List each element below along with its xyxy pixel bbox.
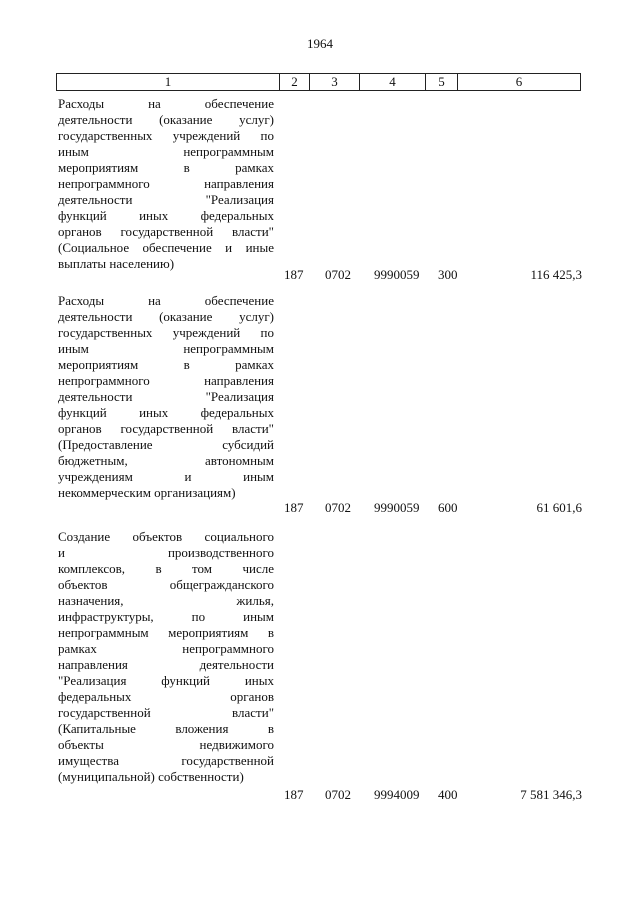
column-header-2: 2 xyxy=(280,74,310,91)
description-line: государственных учреждений по xyxy=(58,325,274,340)
column-header-6: 6 xyxy=(458,74,581,91)
column-header-5: 5 xyxy=(426,74,458,91)
description-line: (Капитальные вложения в xyxy=(58,721,274,736)
description-line: органов государственной власти" xyxy=(58,224,274,239)
description-line: "Реализация функций иных xyxy=(58,673,274,688)
row-2-col-2: 187 xyxy=(284,500,304,515)
description-line: государственной власти" xyxy=(58,705,274,720)
description-line: федеральных органов xyxy=(58,689,274,704)
description-line: функций иных федеральных xyxy=(58,208,274,223)
description-line: имущества государственной xyxy=(58,753,274,768)
row-2-col-3: 0702 xyxy=(325,500,351,515)
description-line: Создание объектов социального xyxy=(58,529,274,544)
description-line: непрограммного направления xyxy=(58,373,274,388)
description-line: (Предоставление субсидий xyxy=(58,437,274,452)
row-2-description xyxy=(58,293,274,501)
description-line: объекты недвижимого xyxy=(58,737,274,752)
row-3-col-5: 400 xyxy=(438,787,458,802)
description-line: (муниципальной) собственности) xyxy=(58,769,244,784)
description-line: деятельности (оказание услуг) xyxy=(58,309,274,324)
page-number: 1964 xyxy=(307,36,333,51)
description-line: органов государственной власти" xyxy=(58,421,274,436)
description-line: назначения, жилья, xyxy=(58,593,274,608)
description-line: иным непрограммным xyxy=(58,341,274,356)
row-2-col-5: 600 xyxy=(438,500,458,515)
description-line: рамках непрограммного xyxy=(58,641,274,656)
description-line: комплексов, в том числе xyxy=(58,561,274,576)
description-line: бюджетным, автономным xyxy=(58,453,274,468)
description-line: выплаты населению) xyxy=(58,256,175,271)
description-line: инфраструктуры, по иным xyxy=(58,609,274,624)
row-2-col-6: 61 601,6 xyxy=(536,500,582,515)
row-1-col-5: 300 xyxy=(438,267,458,282)
description-line: некоммерческим организациям) xyxy=(58,485,236,500)
description-line: непрограммным мероприятиям в xyxy=(58,625,274,640)
description-line: функций иных федеральных xyxy=(58,405,274,420)
description-line: и производственного xyxy=(58,545,274,560)
column-header-3: 3 xyxy=(310,74,360,91)
column-header-table xyxy=(56,73,581,91)
row-3-description xyxy=(58,529,274,785)
row-3-col-4: 9994009 xyxy=(374,787,420,802)
description-line: направления деятельности xyxy=(58,657,274,672)
column-header-row xyxy=(57,74,581,91)
description-line: мероприятиям в рамках xyxy=(58,160,274,175)
row-3-col-2: 187 xyxy=(284,787,304,802)
row-3-col-3: 0702 xyxy=(325,787,351,802)
description-line: Расходы на обеспечение xyxy=(58,293,274,308)
row-1-col-6: 116 425,3 xyxy=(530,267,582,282)
description-line: (Социальное обеспечение и иные xyxy=(58,240,274,255)
description-line: деятельности "Реализация xyxy=(58,389,274,404)
row-1-col-2: 187 xyxy=(284,267,304,282)
description-line: иным непрограммным xyxy=(58,144,274,159)
column-header-4: 4 xyxy=(360,74,426,91)
description-line: непрограммного направления xyxy=(58,176,274,191)
row-1-col-3: 0702 xyxy=(325,267,351,282)
row-1-description xyxy=(58,96,274,272)
row-3-col-6: 7 581 346,3 xyxy=(520,787,582,802)
column-header-1: 1 xyxy=(57,74,280,91)
description-line: мероприятиям в рамках xyxy=(58,357,274,372)
description-line: деятельности "Реализация xyxy=(58,192,274,207)
description-line: Расходы на обеспечение xyxy=(58,96,274,111)
description-line: учреждениям и иным xyxy=(58,469,274,484)
description-line: государственных учреждений по xyxy=(58,128,274,143)
description-line: деятельности (оказание услуг) xyxy=(58,112,274,127)
row-1-col-4: 9990059 xyxy=(374,267,420,282)
description-line: объектов общегражданского xyxy=(58,577,274,592)
row-2-col-4: 9990059 xyxy=(374,500,420,515)
